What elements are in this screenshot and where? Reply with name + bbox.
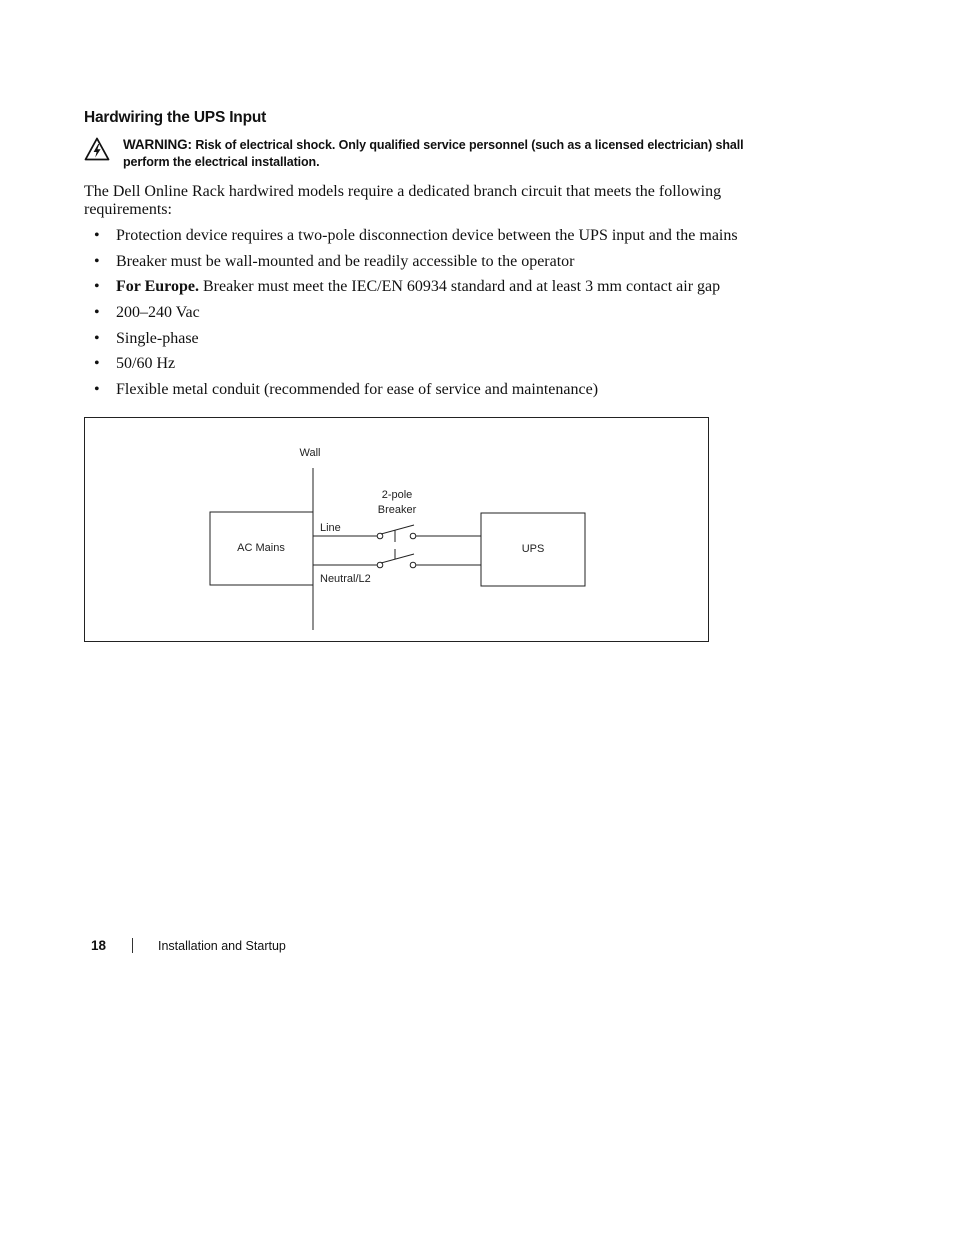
list-item: • For Europe. Breaker must meet the IEC/EN 60934 standard and at least 3 mm contact air gap (94, 278, 721, 296)
list-item: • 50/60 Hz (94, 355, 176, 373)
warning-text: Risk of electrical shock. Only qualified service personnel (such as a licensed electrician) shall perform the electrical installation. (123, 138, 744, 169)
ac-mains-label: AC Mains (237, 542, 285, 554)
list-item: • Flexible metal conduit (recommended for ease of service and maintenance) (94, 381, 599, 399)
electrical-shock-warning-icon (84, 137, 110, 161)
list-item: • Single-phase (94, 329, 199, 347)
list-item: • Breaker must be wall-mounted and be readily accessible to the operator (94, 252, 575, 270)
list-item: • 200–240 Vac (94, 304, 200, 322)
neutral-label: Neutral/L2 (320, 573, 371, 585)
line-switch-blade (381, 525, 414, 534)
ups-label: UPS (521, 543, 545, 555)
breaker-label-line1: 2-pole (381, 489, 413, 501)
warning-label: WARNING: (123, 137, 192, 152)
intro-paragraph: The Dell Online Rack hardwired models require a dedicated branch circuit that meets the following requirements: (84, 183, 722, 218)
wall-label: Wall (299, 447, 321, 459)
wiring-diagram-svg (85, 418, 708, 641)
line-contact-right (410, 533, 416, 539)
page-number: 18 (91, 938, 107, 953)
chapter-title: Installation and Startup (158, 939, 286, 953)
warning-notice (123, 136, 763, 171)
list-item: • Protection device requires a two-pole disconnection device between the UPS input and the mains (94, 227, 738, 244)
requirements-list (92, 226, 738, 406)
section-heading: Hardwiring the UPS Input (84, 109, 267, 126)
neutral-contact-right (410, 562, 416, 568)
breaker-label-line2: Breaker (377, 504, 417, 516)
footer-divider (132, 938, 133, 953)
wiring-diagram (84, 417, 709, 642)
line-label: Line (320, 522, 341, 534)
neutral-switch-blade (381, 554, 414, 563)
